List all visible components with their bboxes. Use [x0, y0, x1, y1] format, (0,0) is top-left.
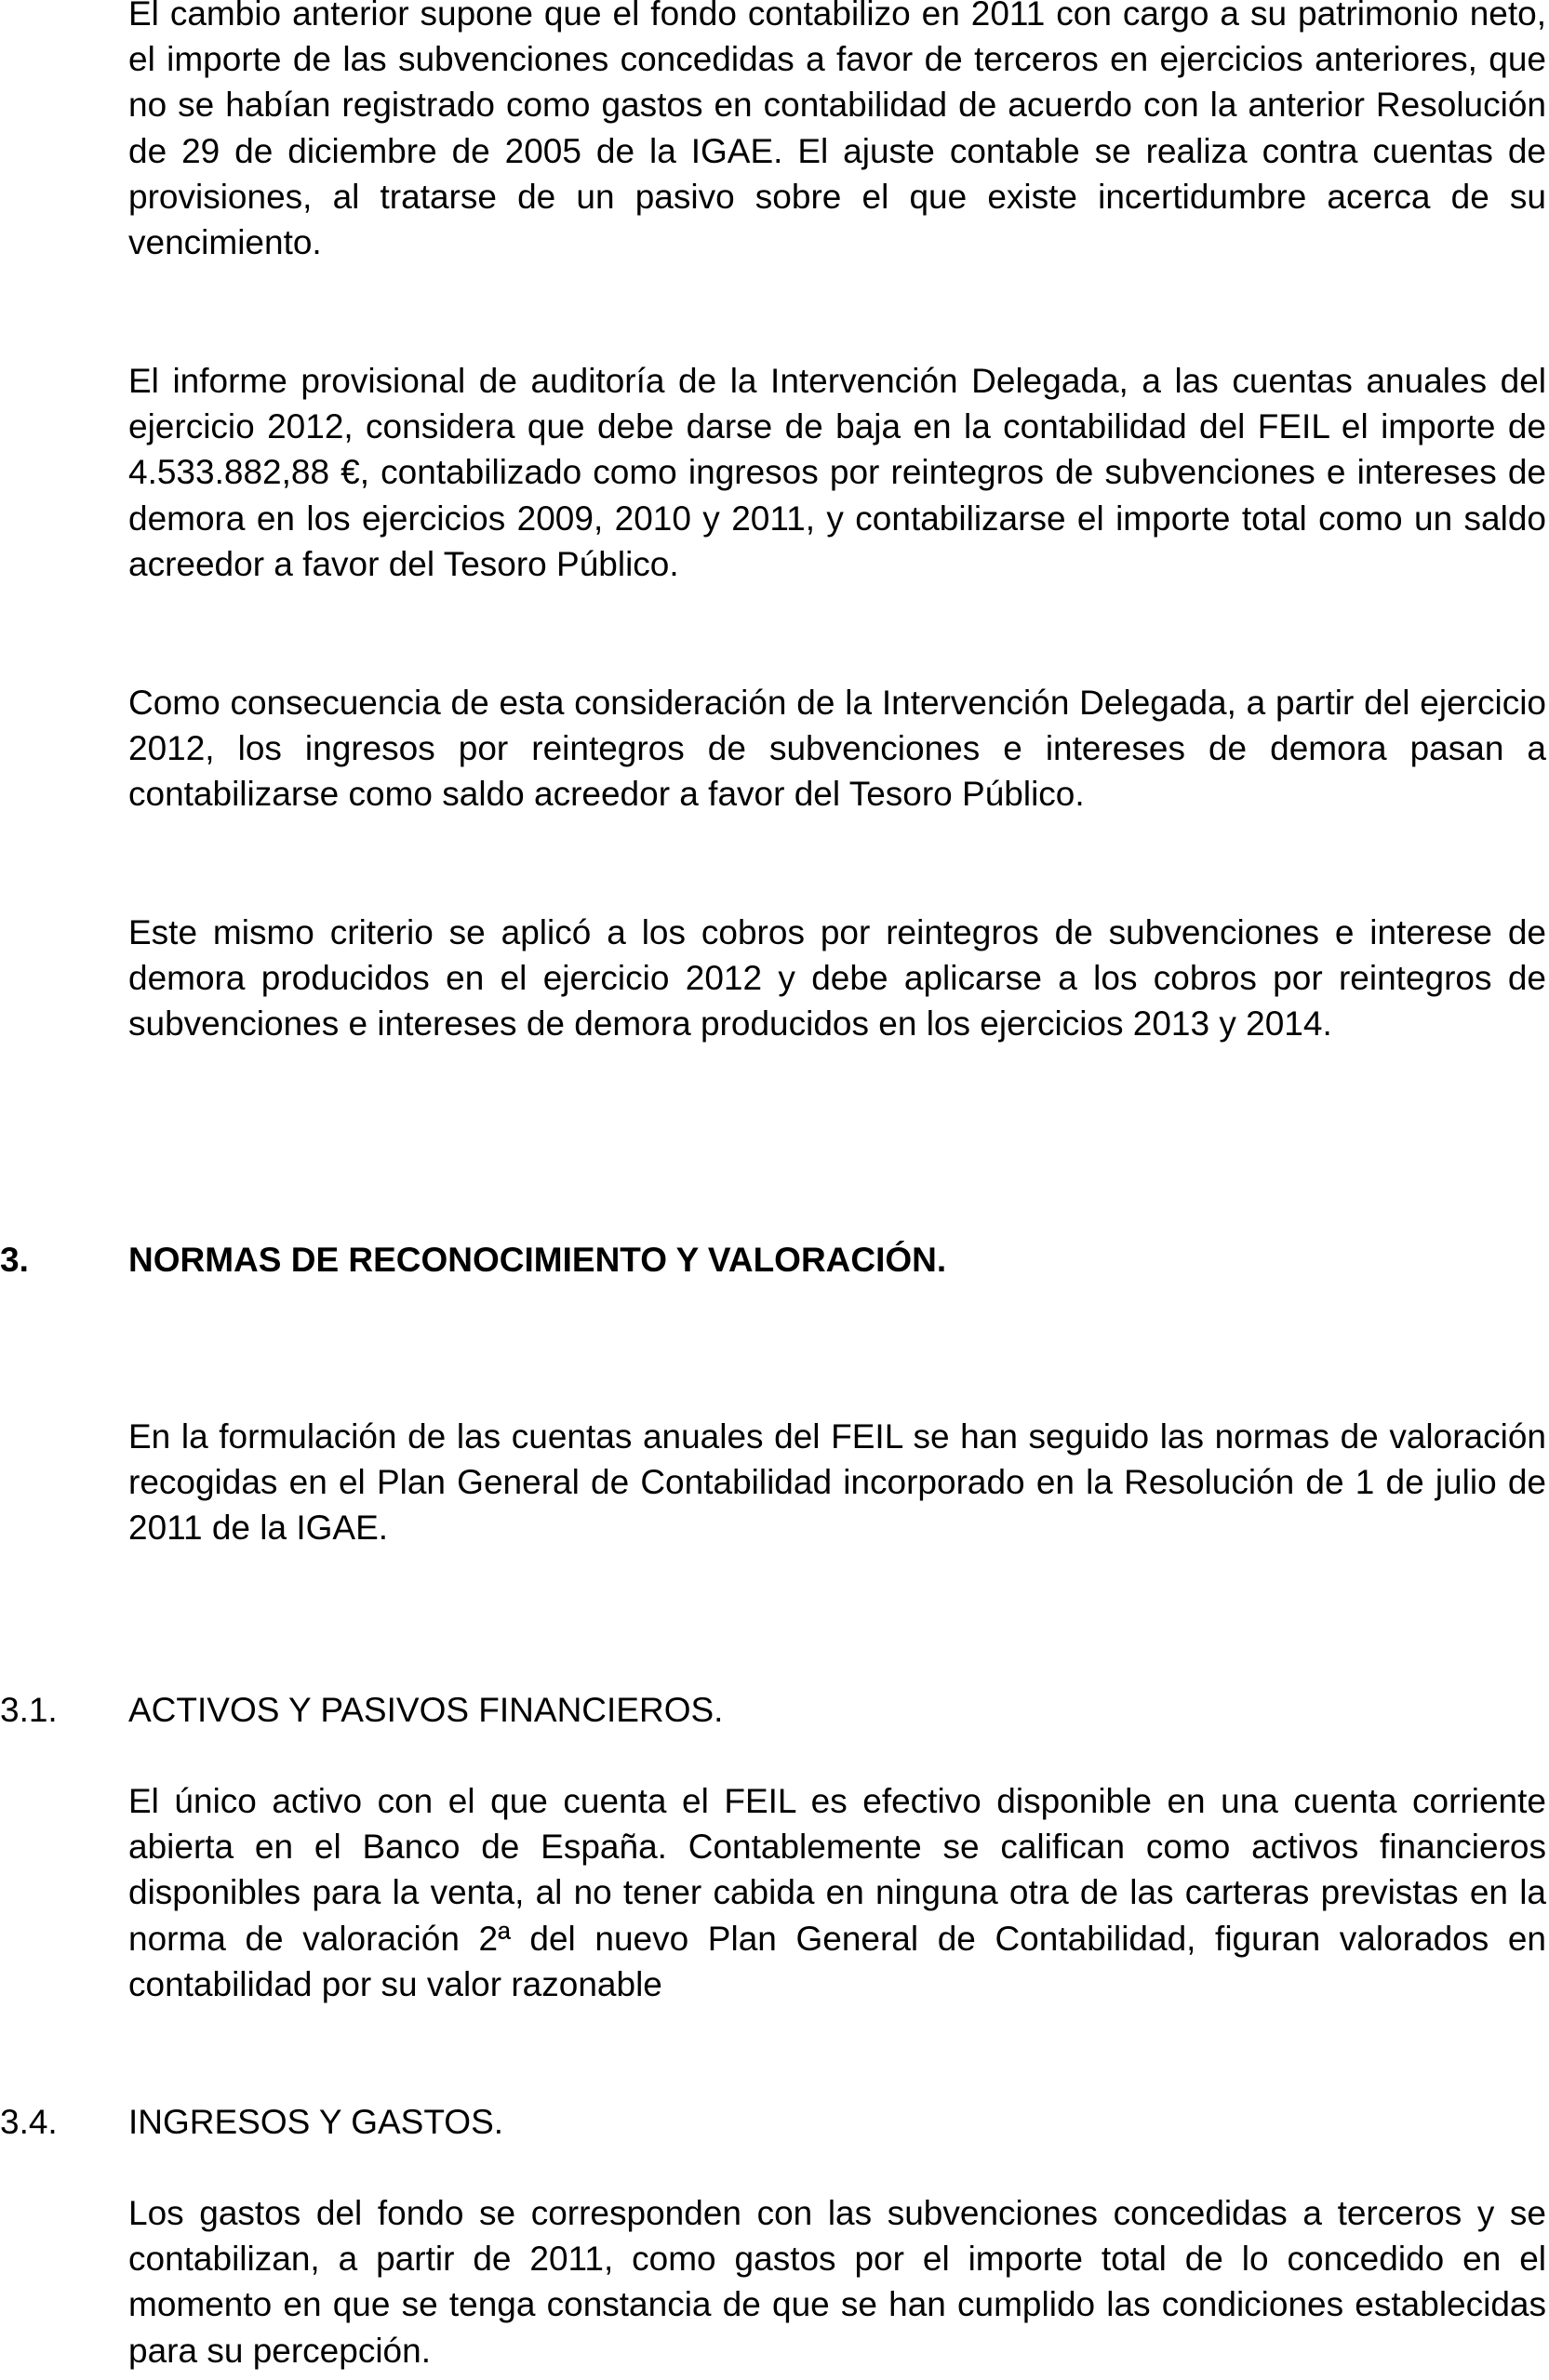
- paragraph-income-expenses: Los gastos del fondo se corresponden con las subvenciones concedidas a terceros y se contabilizan, a partir de 2011, como gastos por el importe total de lo concedido en el momento en que se tenga constancia de que se han cumplido las condiciones establecidas para su percepción.: [128, 2194, 1546, 2370]
- paragraph-financial-assets: El único activo con el que cuenta el FEIL es efectivo disponible en una cuenta corriente abierta en el Banco de España. Contablemente se califican como activos financieros disponibles para la venta, al no tener cabida en ninguna otra de las carteras previstas en la norma de valoración 2ª del nuevo Plan General de Contabilidad, figuran valorados en contabilidad por su valor razonable: [128, 1782, 1546, 2003]
- paragraph-accounting-change: El cambio anterior supone que el fondo contabilizo en 2011 con cargo a su patrimonio neto, el importe de las subvenciones concedidas a favor de terceros en ejercicios anteriores, que no se habían registrado como gastos en contabilidad de acuerdo con la anterior Resolución de 29 de diciembre de 2005 de la IGAE. El ajuste contable se realiza contra cuentas de provisiones, al tratarse de un pasivo sobre el que existe incertidumbre acerca de su vencimiento.: [128, 0, 1546, 262]
- subsection-title: INGRESOS Y GASTOS.: [128, 2103, 504, 2141]
- section-number: 3.: [0, 1241, 29, 1279]
- subsection-number: 3.1.: [0, 1691, 58, 1729]
- paragraph-valuation-norms: En la formulación de las cuentas anuales del FEIL se han seguido las normas de valoración recogidas en el Plan General de Contabilidad incorporado en la Resolución de 1 de julio de 2011 de la IGAE.: [128, 1417, 1546, 1548]
- section-title: NORMAS DE RECONOCIMIENTO Y VALORACIÓN.: [128, 1241, 947, 1279]
- paragraph-criterion: Este mismo criterio se aplicó a los cobros por reintegros de subvenciones e interese de demora producidos en el ejercicio 2012 y debe aplicarse a los cobros por reintegros de subvenciones e intereses de demora producidos en los ejercicios 2013 y 2014.: [128, 913, 1546, 1044]
- subsection-number: 3.4.: [0, 2103, 58, 2141]
- paragraph-consequence: Como consecuencia de esta consideración de la Intervención Delegada, a partir del ejercicio 2012, los ingresos por reintegros de subvenciones e intereses de demora pasan a contabilizarse como saldo acreedor a favor del Tesoro Público.: [128, 684, 1546, 814]
- subsection-title: ACTIVOS Y PASIVOS FINANCIEROS.: [128, 1691, 724, 1729]
- paragraph-audit-report: El informe provisional de auditoría de la Intervención Delegada, a las cuentas anuales del ejercicio 2012, considera que debe darse de baja en la contabilidad del FEIL el importe de 4.533.882,88 €, contabilizado como ingresos por reintegros de subvenciones e intereses de demora en los ejercicios 2009, 2010 y 2011, y contabilizarse el importe total como un saldo acreedor a favor del Tesoro Público.: [128, 362, 1546, 583]
